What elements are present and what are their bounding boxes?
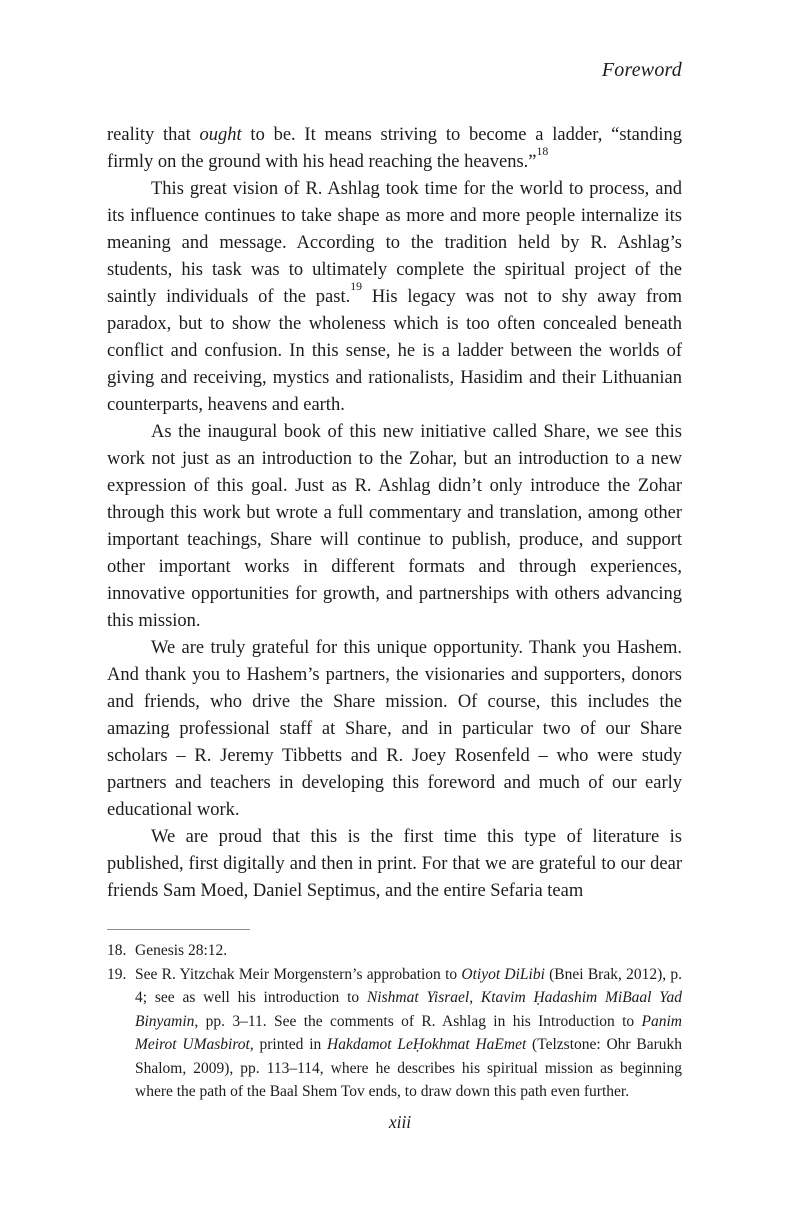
footnotes [107, 939, 682, 1104]
text-run: (Bnei Brak, 2012), p. 4; see as well his introduction to [135, 965, 682, 1006]
text-run: to be. It means striving to become a ladder, “standing firmly on the ground with his head reaching the heavens.” [107, 125, 683, 172]
text-run: See R. Yitzchak Meir Morgenstern’s approbation to [135, 965, 462, 983]
page-title: Foreword [601, 59, 682, 81]
paragraph [107, 122, 682, 176]
footnote-item [107, 963, 682, 1104]
italic-text: Hakdamot LeḤokhmat HaEmet [327, 1036, 527, 1053]
text-run: We are proud that this is the first time this type of literature is published, first digitally and then in print. For that we are grateful to our dear friends Sam Moed, Daniel Septimus, and the entire Sefaria team [107, 827, 682, 901]
text-run: (Telzstone: Ohr Barukh Shalom, 2009), pp. 113–114, where he describes his spiritual mission as beginning where the path of the Baal Shem Tov ends, to draw down this path even further. [135, 1036, 682, 1100]
paragraph [107, 419, 682, 635]
paragraph [107, 176, 682, 419]
footnote-ref: 19 [350, 278, 363, 293]
footnote-separator [107, 929, 250, 930]
page-number: xiii [388, 1112, 412, 1132]
footnote-text [135, 942, 227, 959]
text-run: His legacy was not to shy away from paradox, but to show the wholeness which is too often concealed beneath conflict and confusion. In this sense, he is a ladder between the worlds of giving and receiving, mystics and rationalists, Hasidim and their Lithuanian counterparts, heavens and earth. [107, 287, 682, 415]
paragraph [107, 824, 682, 905]
footnote-number: 18. [107, 942, 127, 959]
paragraph [107, 635, 682, 824]
body-text [107, 122, 682, 905]
italic-text: Panim Meirot UMasbirot [135, 1012, 682, 1053]
running-header [107, 56, 682, 84]
text-run: reality that [107, 125, 200, 145]
page-footer [0, 1112, 800, 1133]
italic-text: ought [199, 125, 242, 145]
italic-text: Nishmat Yisrael, Ktavim Ḥadashim MiBaal Yad Binyamin [135, 989, 682, 1030]
text-run: , printed in [249, 1036, 328, 1053]
text-run: As the inaugural book of this new initiative called Share, we see this work not just as an introduction to the Zohar, but an introduction to a new expression of this goal. Just as R. Ashlag didn’t only introduce the Zohar through this work but wrote a full commentary and translation, among other important teachings, Share will continue to publish, produce, and support other important works in different formats and through experiences, innovative opportunities for growth, and partnerships with others advancing this mission. [107, 422, 682, 631]
footnote-text [135, 966, 682, 1101]
text-run: , pp. 3–11. See the comments of R. Ashlag in his Introduction to [194, 1012, 642, 1030]
text-run: Genesis 28:12. [135, 942, 228, 959]
italic-text: Otiyot DiLibi [461, 965, 545, 983]
footnote-number: 19. [107, 965, 127, 983]
text-run: This great vision of R. Ashlag took time for the world to process, and its influence continues to take shape as more and more people internalize its meaning and message. According to the tradition held by R. Ashlag’s students, his task was to ultimately complete the spiritual project of the saintly individuals of the past. [107, 179, 682, 307]
footnote-ref: 18 [536, 143, 549, 158]
footnote-item [107, 939, 682, 963]
text-run: We are truly grateful for this unique opportunity. Thank you Hashem. And thank you to Hashem’s partners, the visionaries and supporters, donors and friends, who drive the Share mission. Of course, this includes the amazing professional staff at Share, and in particular two of our Share scholars – R. Jeremy Tibbetts and R. Joey Rosenfeld – who were study partners and teachers in developing this foreword and much of our early educational work. [107, 638, 682, 820]
